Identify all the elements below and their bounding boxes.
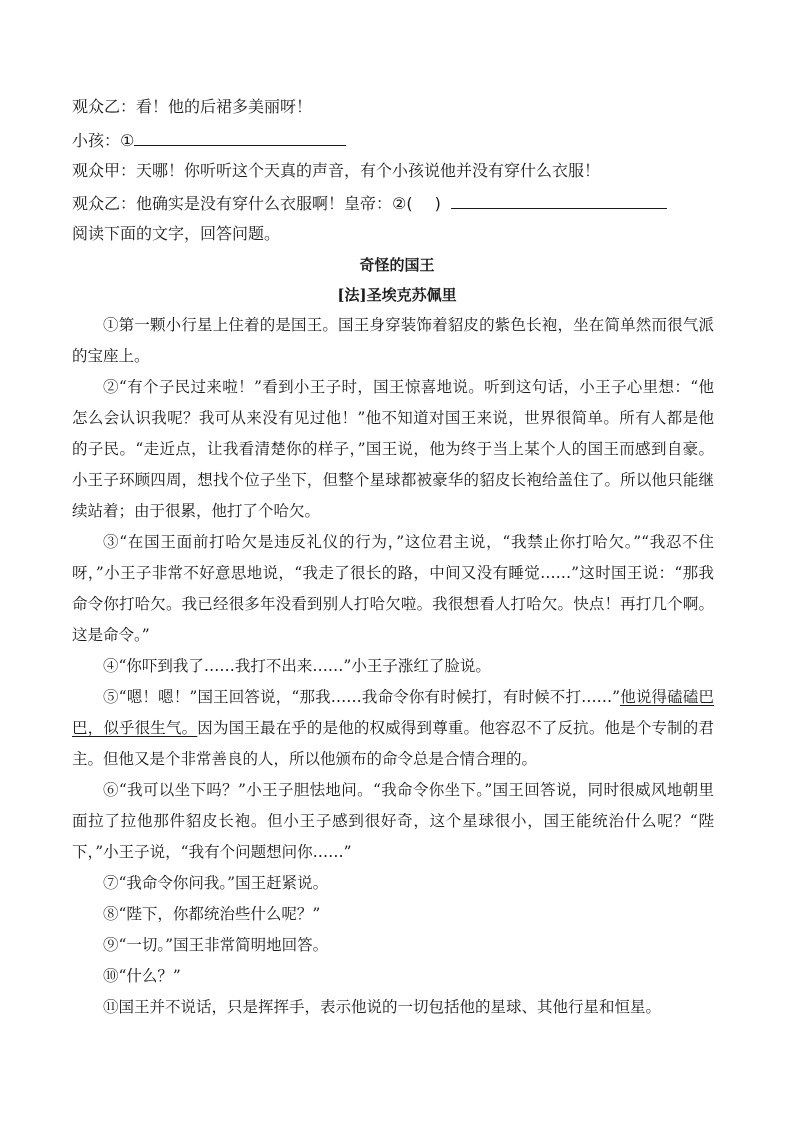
answer-blank-2[interactable] (451, 192, 667, 209)
dialogue-line-audience-a (72, 161, 600, 181)
p5-underlined-sentence: 他说得磕磕巴巴，似乎很生气。 (72, 688, 714, 737)
paragraph-5 (72, 682, 714, 775)
paragraph-10: ⑩“什么？” (103, 967, 181, 985)
dialogue-line-child (72, 129, 346, 151)
p5-text-b: 因为国王最在乎的是他的权威得到尊重。他容忍不了反抗。他是个专制的君主。但他又是个非常善良的人，所以他颁布的命令总是合情合理的。 (72, 719, 714, 768)
paren-close: ) (434, 194, 441, 213)
paragraph-8: ⑧“陛下，你都统治些什么呢？” (103, 905, 321, 923)
paragraph-2: ②“有个子民过来啦！”看到小王子时，国王惊喜地说。听到这句话，小王子心里想：“他怎么会认识我呢？我可从来没有见过他！”他不知道对国王来说，世界很简单。所有人都是他的子民。“走近点，让我看清楚你的样子，”国王说，他为终于当上某个人的国王而感到自豪。小王子环顾四周，想找个位子坐下，但整个星球都被豪华的貂皮长袍给盖住了。所以他只能继续站着；由于很累，他打了个哈欠。 (72, 378, 714, 520)
paragraph-4: ④“你吓到我了……我打不出来……”小王子涨红了脸说。 (103, 657, 491, 675)
paragraph-9: ⑨“一切。”国王非常简明地回答。 (103, 936, 329, 954)
dialogue-text: 观众甲：天哪！你听听这个天真的声音，有个小孩说他并没有穿什么衣服！ (72, 161, 601, 180)
reading-instruction (72, 224, 280, 244)
paragraph-3: ③“在国王面前打哈欠是违反礼仪的行为，”这位君主说，“我禁止你打哈欠。”“我忍不住呀，”小王子非常不好意思地说，“我走了很长的路，中间又没有睡觉……”这时国王说：“那我命令你打哈欠。我已经很多年没看到别人打哈欠啦。我很想看人打哈欠。快点！再打几个啊。这是命令。” (72, 533, 714, 644)
article-author: [法]圣埃克苏佩里 (337, 286, 457, 304)
dialogue-text: 观众乙：他确实是没有穿什么衣服啊！皇帝：②( (72, 194, 413, 213)
article-title: 奇怪的国王 (359, 256, 435, 274)
paragraph-11: ⑪国王并不说话，只是挥挥手，表示他说的一切包括他的星球、其他行星和恒星。 (103, 998, 662, 1016)
paragraph-6: ⑥“我可以坐下吗？”小王子胆怯地问。“我命令你坐下。”国王回答说，同时很威风地朝里面拉了拉他那件貂皮长袍。但小王子感到很好奇，这个星球很小，国王能统治什么呢？“陛下，”小王子说，“我有个问题想问你……” (72, 781, 714, 861)
instruction-text: 阅读下面的文字，回答问题。 (72, 224, 281, 243)
p5-text-a: ⑤“嗯！嗯！”国王回答说，“那我……我命令你有时候打，有时候不打……” (103, 688, 621, 706)
answer-blank-1[interactable] (134, 129, 346, 146)
dialogue-line-emperor (72, 192, 667, 214)
paragraph-7: ⑦“我命令你问我。”国王赶紧说。 (103, 874, 329, 892)
paragraph-1: ①第一颗小行星上住着的是国王。国王身穿装饰着貂皮的紫色长袍，坐在简单然而很气派的宝座上。 (72, 316, 714, 365)
dialogue-text: 观众乙：看！他的后裙多美丽呀！ (72, 97, 313, 116)
dialogue-line-audience-b (72, 97, 312, 117)
dialogue-label: 小孩：① (72, 131, 135, 150)
